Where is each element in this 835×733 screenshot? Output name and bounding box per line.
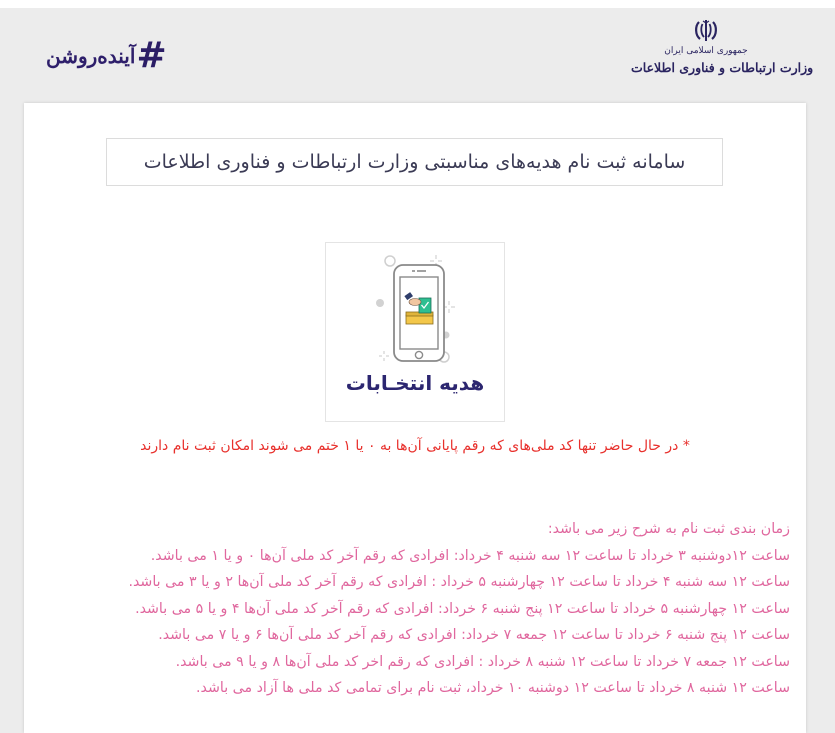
page-title-box	[106, 138, 723, 186]
page-header	[0, 8, 835, 103]
ministry-logo-line1: جمهوری اسلامی ایران	[664, 46, 748, 56]
campaign-hashtag-logo[interactable]	[46, 35, 167, 76]
page-title: سامانه ثبت نام هدیه‌های مناسبتی وزارت ارتباطات و فناوری اطلاعات	[143, 151, 686, 173]
schedule-row: ساعت ۱۲ سه شنبه ۴ خرداد تا ساعت ۱۲ چهارشنبه ۵ خرداد : افرادی که رقم آخر کد ملی آن‌ها ۲ و یا ۳ می باشد.	[128, 574, 790, 590]
ministry-logo[interactable]	[631, 18, 814, 75]
top-strip	[0, 0, 835, 8]
schedule-row: ساعت ۱۲دوشنبه ۳ خرداد تا ساعت ۱۲ سه شنبه ۴ خرداد: افرادی که رقم آخر کد ملی آن‌ها ۰ و یا ۱ می باشد.	[150, 547, 790, 564]
hashtag-icon: #	[136, 35, 167, 76]
schedule-row: ساعت ۱۲ پنج شنبه ۶ خرداد تا ساعت ۱۲ جمعه ۷ خرداد: افرادی که رقم آخر کد ملی آن‌ها ۶ و یا ۷ می باشد.	[158, 627, 790, 643]
campaign-hashtag-text: آینده‌روشن	[46, 44, 136, 68]
main-content-panel	[24, 103, 806, 733]
schedule-row: ساعت ۱۲ شنبه ۸ خرداد تا ساعت ۱۲ دوشنبه ۱۰ خرداد، ثبت نام برای تمامی کد ملی ها آزاد می باشد.	[196, 680, 790, 696]
phone-ballot-box-icon	[326, 243, 506, 423]
gift-card-label: هدیه انتخـابات	[345, 371, 485, 395]
schedule-intro: زمان بندی ثبت نام به شرح زیر می باشد:	[547, 521, 790, 537]
registration-schedule	[90, 516, 790, 702]
registration-notice: * در حال حاضر تنها کد ملی‌های که رقم پایانی آن‌ها به ۰ یا ۱ ختم می شوند امکان ثبت نام دارند	[140, 438, 690, 454]
schedule-row: ساعت ۱۲ جمعه ۷ خرداد تا ساعت ۱۲ شنبه ۸ خرداد : افرادی که رقم اخر کد ملی آن‌ها ۸ و یا ۹ می باشد.	[175, 653, 790, 670]
schedule-row: ساعت ۱۲ چهارشنبه ۵ خرداد تا ساعت ۱۲ پنج شنبه ۶ خرداد: افرادی که رقم آخر کد ملی آن‌ها ۴ و یا ۵ می باشد.	[135, 600, 790, 617]
ministry-logo-line2: وزارت ارتباطات و فناوری اطلاعات	[631, 60, 814, 75]
gift-card-elections[interactable]	[325, 242, 505, 422]
iran-emblem-icon	[693, 18, 719, 44]
